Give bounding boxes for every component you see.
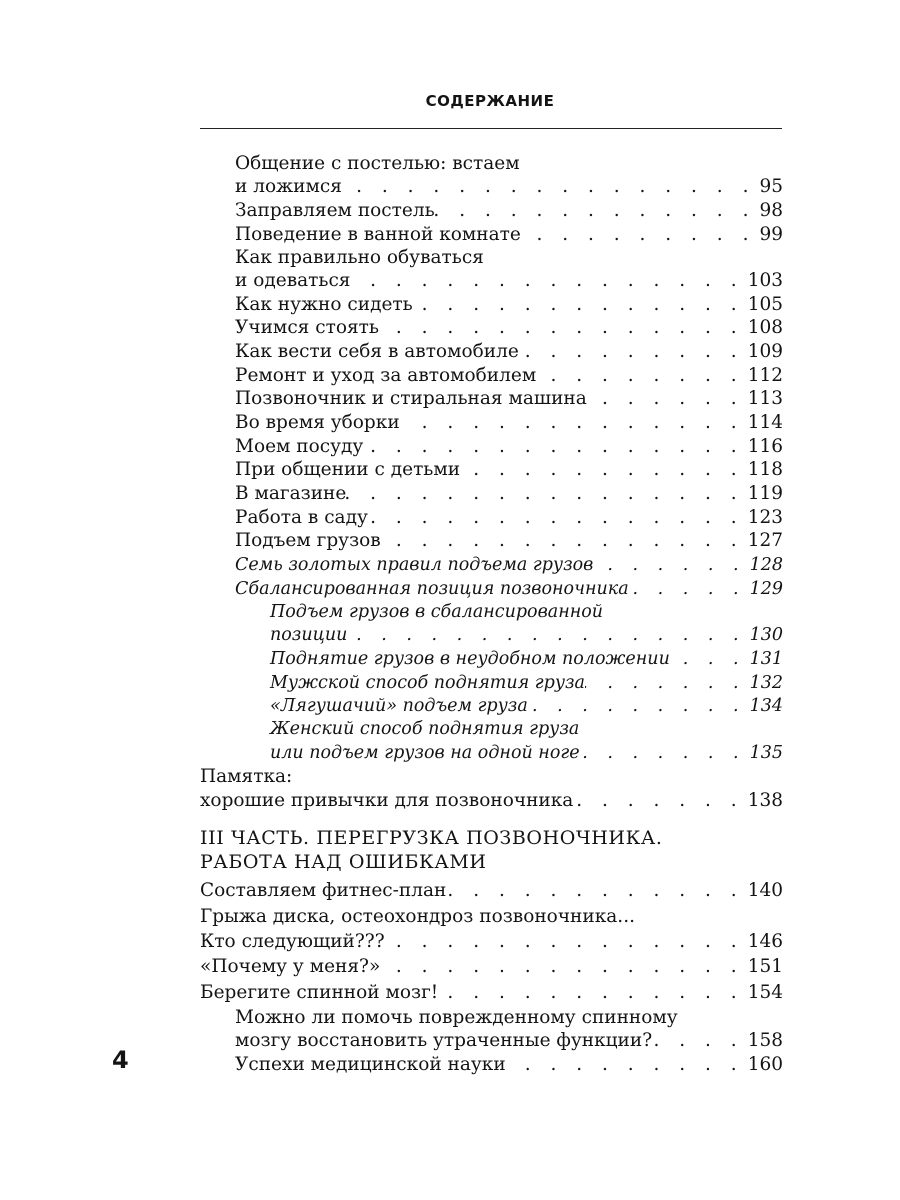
entry-title: мозгу восстановить утраченные функции?	[235, 1030, 653, 1051]
page-number: 4	[112, 1046, 129, 1074]
entry-title: Учимся стоять	[235, 317, 379, 338]
entry-title: и одеваться	[235, 270, 351, 291]
page-ref: 128	[749, 555, 783, 575]
part-heading-line: III ЧАСТЬ. ПЕРЕГРУЗКА ПОЗВОНОЧНИКА.	[200, 827, 663, 849]
page-ref: 134	[749, 696, 783, 716]
toc-entry[interactable]	[235, 386, 783, 412]
page-ref: 154	[747, 982, 783, 1003]
dot-leader	[652, 1028, 744, 1054]
page-ref: 140	[747, 880, 783, 901]
entry-title: Подъем грузов в сбалансированной	[270, 602, 604, 622]
toc-entry[interactable]	[200, 904, 783, 930]
page-ref: 158	[747, 1030, 783, 1051]
dot-leader	[670, 646, 746, 672]
entry-title: Подъем грузов	[235, 530, 381, 551]
page-ref: 118	[747, 459, 783, 480]
page-ref: 119	[747, 483, 783, 504]
toc-entry[interactable]	[270, 646, 783, 672]
entry-title: В магазине	[235, 483, 347, 504]
toc-entry[interactable]	[200, 878, 783, 904]
page-ref: 138	[747, 790, 783, 811]
dot-leader	[438, 980, 743, 1006]
toc-entry[interactable]	[235, 1052, 783, 1078]
page-ref: 116	[747, 436, 783, 457]
dot-leader	[346, 481, 743, 507]
page-ref: 160	[747, 1054, 783, 1075]
page-ref: 129	[749, 579, 783, 599]
toc-entry[interactable]	[235, 198, 783, 224]
toc-entry[interactable]	[200, 764, 783, 790]
toc-entry[interactable]	[235, 1028, 783, 1054]
entry-title: Позвоночник и стиральная машина	[235, 388, 587, 409]
dot-leader	[379, 315, 744, 341]
toc-entry[interactable]	[270, 716, 783, 742]
page-ref: 109	[747, 341, 783, 362]
entry-title: Общение с постелью: встаем	[235, 153, 520, 174]
toc-entry[interactable]	[235, 268, 783, 294]
entry-title: Можно ли помочь поврежденному спинному	[235, 1007, 678, 1028]
toc-entry[interactable]	[200, 980, 783, 1006]
entry-title: При общении с детьми	[235, 459, 461, 480]
toc-entry[interactable]	[235, 315, 783, 341]
dot-leader	[506, 1052, 744, 1078]
entry-title: Моем посуду	[235, 436, 364, 457]
dot-leader	[381, 528, 744, 554]
entry-title: Семь золотых правил подъема грузов	[235, 555, 594, 575]
entry-title: Памятка:	[200, 766, 293, 787]
page-ref: 132	[749, 673, 783, 693]
entry-title: Как нужно сидеть	[235, 294, 413, 315]
entry-title: Работа в саду	[235, 507, 368, 528]
toc-entry[interactable]	[235, 528, 783, 554]
page-title: СОДЕРЖАНИЕ	[425, 92, 555, 110]
page-ref: 95	[759, 176, 783, 197]
page-ref: 113	[747, 388, 783, 409]
dot-leader	[573, 788, 743, 814]
part-heading-line: РАБОТА НАД ОШИБКАМИ	[200, 851, 487, 873]
page-ref: 105	[747, 294, 783, 315]
page-ref: 123	[747, 507, 783, 528]
entry-title: Во время уборки	[235, 412, 400, 433]
page-ref: 135	[749, 743, 783, 763]
entry-title: «Почему у меня?»	[200, 956, 381, 977]
entry-title: Кто следующий???	[200, 931, 385, 952]
entry-title: Заправляем постель	[235, 200, 435, 221]
dot-leader	[580, 740, 746, 766]
dot-leader	[593, 552, 745, 578]
entry-title: Успехи медицинской науки	[235, 1054, 506, 1075]
toc-entry[interactable]	[200, 954, 783, 980]
entry-title: Берегите спинной мозг!	[200, 982, 439, 1003]
dot-leader	[435, 198, 756, 224]
entry-title: Как вести себя в автомобиле	[235, 341, 519, 362]
toc-entry[interactable]	[270, 622, 783, 648]
toc-entry[interactable]	[270, 740, 783, 766]
entry-title: Ремонт и уход за автомобилем	[235, 365, 537, 386]
dot-leader	[342, 174, 756, 200]
page-ref: 108	[747, 317, 783, 338]
dot-leader	[446, 878, 743, 904]
page-ref: 103	[747, 270, 783, 291]
dot-leader	[587, 386, 744, 412]
page-ref: 98	[759, 200, 783, 221]
toc-entry[interactable]	[235, 481, 783, 507]
page-ref: 99	[759, 224, 783, 245]
page-ref: 127	[747, 530, 783, 551]
entry-title: Поднятие грузов в неудобном положении	[270, 649, 670, 669]
dot-leader	[385, 929, 744, 955]
toc-entry[interactable]	[235, 174, 783, 200]
dot-leader	[400, 410, 744, 436]
entry-title: или подъем грузов на одной ноге	[270, 743, 580, 763]
toc-entry[interactable]	[200, 929, 783, 955]
dot-leader	[460, 457, 744, 483]
entry-title: Сбалансированная позиция позвоночника	[235, 579, 629, 599]
entry-title: позиции	[270, 625, 348, 645]
toc-entry[interactable]	[235, 410, 783, 436]
dot-leader	[380, 954, 743, 980]
entry-title: Грыжа диска, остеохондроз позвоночника...	[200, 906, 635, 927]
entry-title: хорошие привычки для позвоночника	[200, 790, 574, 811]
page-ref: 146	[747, 931, 783, 952]
entry-title: Женский способ поднятия груза	[270, 719, 580, 739]
page-ref: 151	[747, 956, 783, 977]
toc-entry[interactable]	[235, 339, 783, 365]
entry-title: и ложимся	[235, 176, 342, 197]
dot-leader	[347, 622, 745, 648]
dot-leader	[519, 339, 744, 365]
page-ref: 130	[749, 625, 783, 645]
page-ref: 112	[747, 365, 783, 386]
toc-entry[interactable]	[235, 552, 783, 578]
entry-title: Как правильно обуваться	[235, 247, 484, 268]
page-ref: 114	[747, 412, 783, 433]
entry-title: Мужской способ поднятия груза	[270, 673, 585, 693]
header-rule	[200, 128, 782, 129]
toc-entry[interactable]	[235, 457, 783, 483]
entry-title: «Лягушачий» подъем груза	[270, 696, 528, 716]
dot-leader	[350, 268, 743, 294]
page-ref: 131	[749, 649, 783, 669]
entry-title: Составляем фитнес-план	[200, 880, 447, 901]
entry-title: Поведение в ванной комнате	[235, 224, 521, 245]
toc-entry[interactable]	[200, 788, 783, 814]
